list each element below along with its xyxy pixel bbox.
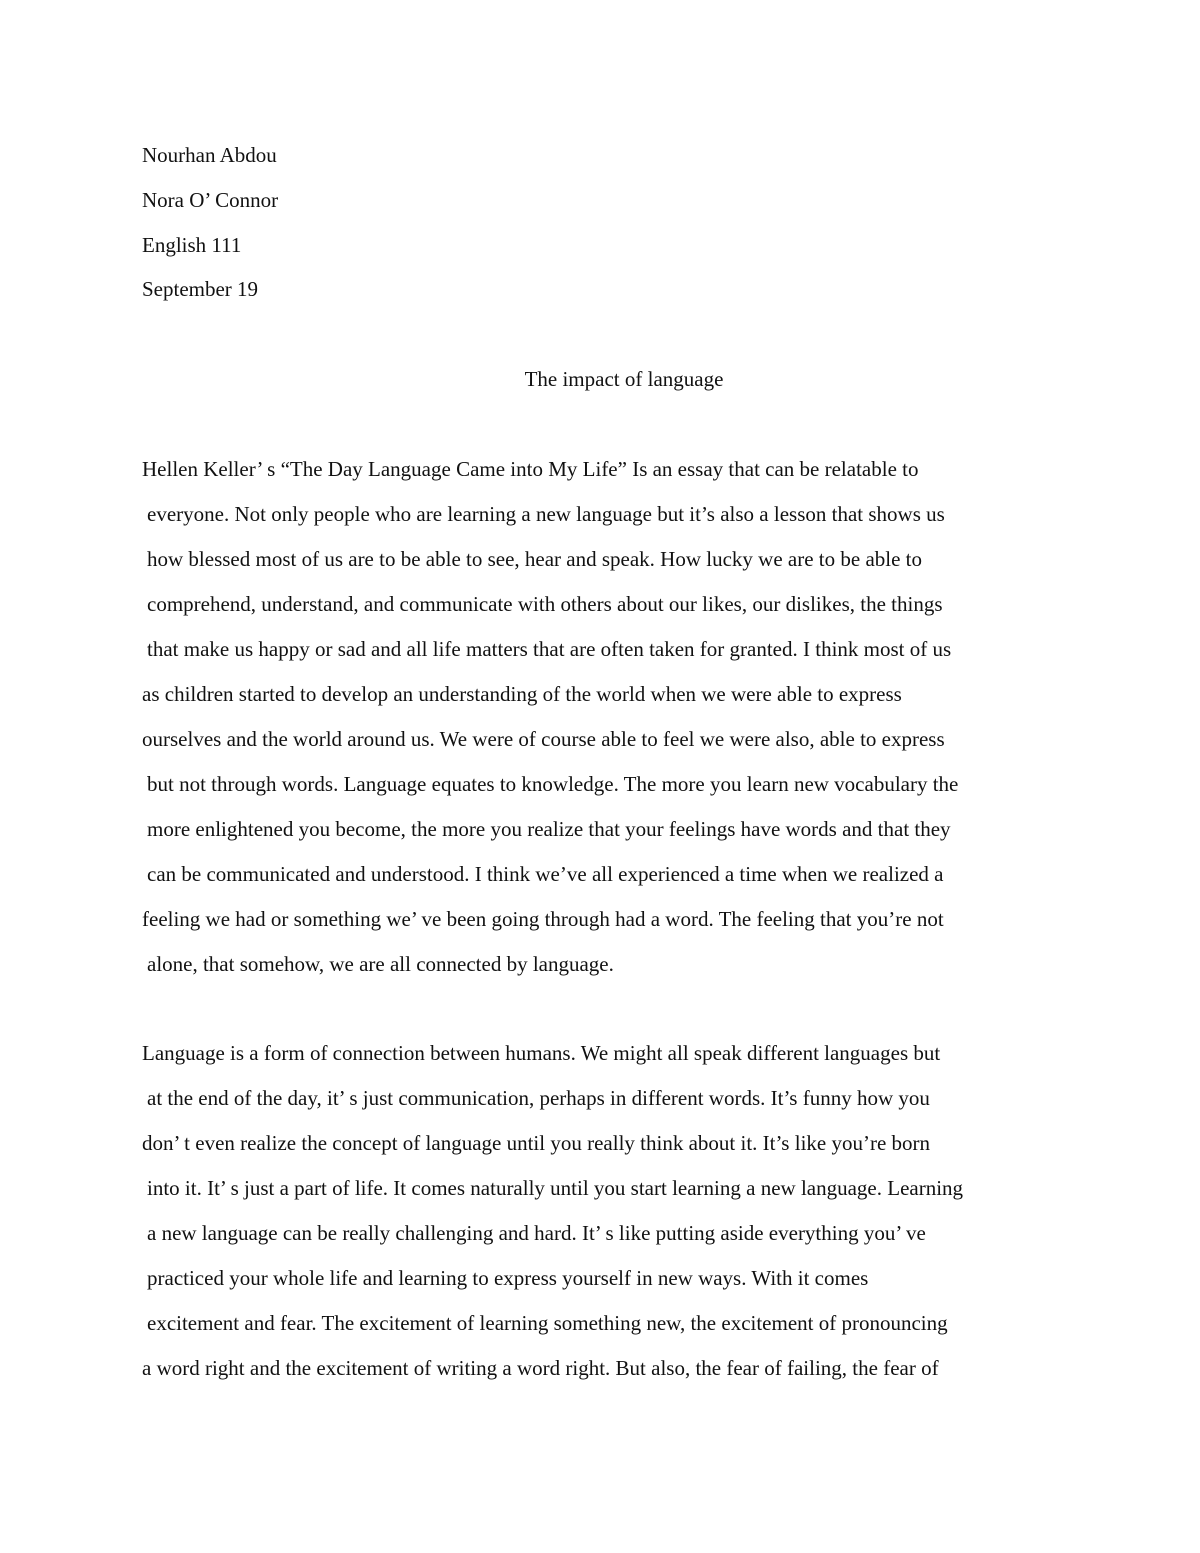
paragraph-line: Hellen Keller’ s “The Day Language Came into My Life” Is an essay that can be relatable to xyxy=(142,457,919,481)
paragraph-line: excitement and fear. The excitement of learning something new, the excitement of pronouncing xyxy=(147,1311,948,1335)
paragraph-line: feeling we had or something we’ ve been going through had a word. The feeling that you’re not xyxy=(142,907,944,931)
paragraph-line: at the end of the day, it’ s just communication, perhaps in different words. It’s funny how you xyxy=(147,1086,930,1110)
paragraph-line: that make us happy or sad and all life matters that are often taken for granted. I think most of us xyxy=(147,637,952,661)
essay-header xyxy=(142,141,278,320)
paragraph-line: comprehend, understand, and communicate with others about our likes, our dislikes, the things xyxy=(147,592,943,616)
essay-date: September 19 xyxy=(142,277,259,302)
paragraph-line: practiced your whole life and learning to express yourself in new ways. With it comes xyxy=(147,1266,869,1290)
paragraph-line: ourselves and the world around us. We were of course able to feel we were also, able to express xyxy=(142,727,945,751)
paragraph-line: can be communicated and understood. I think we’ve all experienced a time when we realized a xyxy=(147,862,944,886)
paragraph-line: a word right and the excitement of writing a word right. But also, the fear of failing, the fear of xyxy=(142,1356,939,1380)
paragraph-line: but not through words. Language equates to knowledge. The more you learn new vocabulary the xyxy=(147,772,959,796)
paragraph-line: more enlightened you become, the more you realize that your feelings have words and that they xyxy=(147,817,951,841)
paragraph-line: a new language can be really challenging and hard. It’ s like putting aside everything you’ ve xyxy=(147,1221,926,1245)
paragraph-line: alone, that somehow, we are all connected by language. xyxy=(147,952,614,976)
paragraph-line: as children started to develop an understanding of the world when we were able to express xyxy=(142,682,902,706)
course-name: English 111 xyxy=(142,232,242,257)
essay-title: The impact of language xyxy=(524,367,724,391)
instructor-name: Nora O’ Connor xyxy=(142,187,279,212)
author-name: Nourhan Abdou xyxy=(142,143,277,167)
paragraph-line: into it. It’ s just a part of life. It comes naturally until you start learning a new language. Learning xyxy=(147,1176,964,1200)
paragraph-line: how blessed most of us are to be able to see, hear and speak. How lucky we are to be able to xyxy=(147,547,923,571)
paragraph-line: everyone. Not only people who are learning a new language but it’s also a lesson that shows us xyxy=(147,502,945,526)
paragraph-line: don’ t even realize the concept of language until you really think about it. It’s like you’re born xyxy=(142,1131,931,1155)
paragraph-line: Language is a form of connection between humans. We might all speak different languages but xyxy=(142,1041,941,1065)
